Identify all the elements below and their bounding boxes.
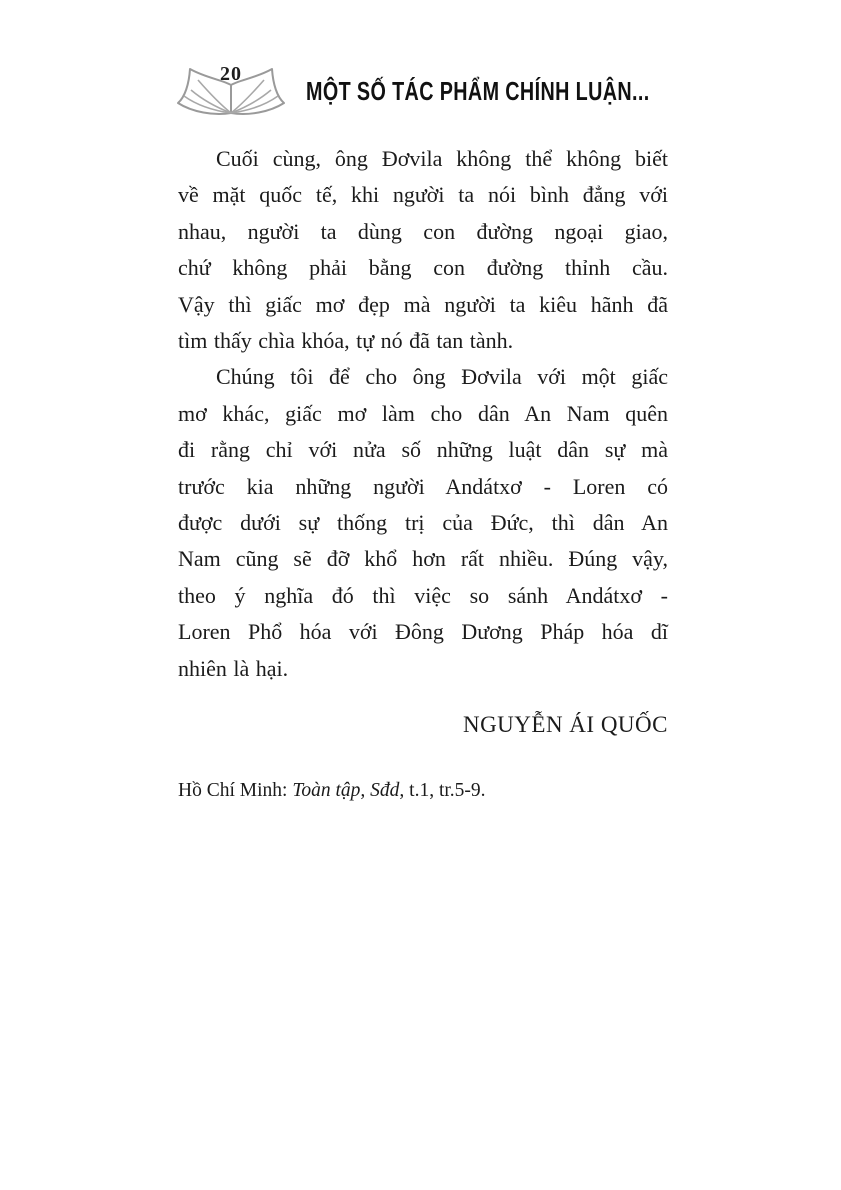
footnote-prefix: Hồ Chí Minh: — [178, 780, 293, 801]
text-line: mơ khác, giấc mơ làm cho dân An Nam quên — [178, 400, 668, 426]
footnote-italic-title: Toàn tập, Sđd, — [292, 780, 405, 801]
page-number-ornament — [176, 64, 286, 118]
text-line: Nam cũng sẽ đỡ khổ hơn rất nhiều. Đúng vậy, — [178, 546, 668, 572]
footnote-suffix: t.1, tr.5-9. — [404, 780, 486, 801]
text-line: nhau, người ta dùng con đường ngoại giao, — [178, 218, 668, 244]
running-title: MỘT SỐ TÁC PHẨM CHÍNH LUẬN... — [306, 76, 650, 106]
text-line: đi rằng chỉ với nửa số những luật dân sự mà — [178, 437, 668, 463]
text-line: trước kia những người Andátxơ - Loren có — [178, 473, 668, 499]
body-text — [178, 141, 668, 687]
text-line: được dưới sự thống trị của Đức, thì dân An — [178, 510, 668, 536]
page-number: 20 — [220, 63, 242, 85]
text-line: nhiên là hại. — [178, 655, 289, 681]
text-line: về mặt quốc tế, khi người ta nói bình đẳng với — [178, 182, 668, 208]
text-line: tìm thấy chìa khóa, tự nó đã tan tành. — [178, 328, 514, 354]
text-line: Chúng tôi để cho ông Đơvila với một giấc — [216, 364, 668, 390]
text-line: Loren Phổ hóa với Đông Dương Pháp hóa dĩ — [178, 619, 668, 645]
author-signature: NGUYỄN ÁI QUỐC — [462, 712, 668, 737]
text-line: theo ý nghĩa đó thì việc so sánh Andátxơ - — [178, 582, 668, 608]
text-line: Cuối cùng, ông Đơvila không thể không biết — [216, 146, 668, 171]
text-line: chứ không phải bằng con đường thỉnh cầu. — [178, 255, 668, 281]
source-footnote — [178, 780, 698, 802]
text-line: Vậy thì giấc mơ đẹp mà người ta kiêu hãnh đã — [178, 291, 668, 317]
